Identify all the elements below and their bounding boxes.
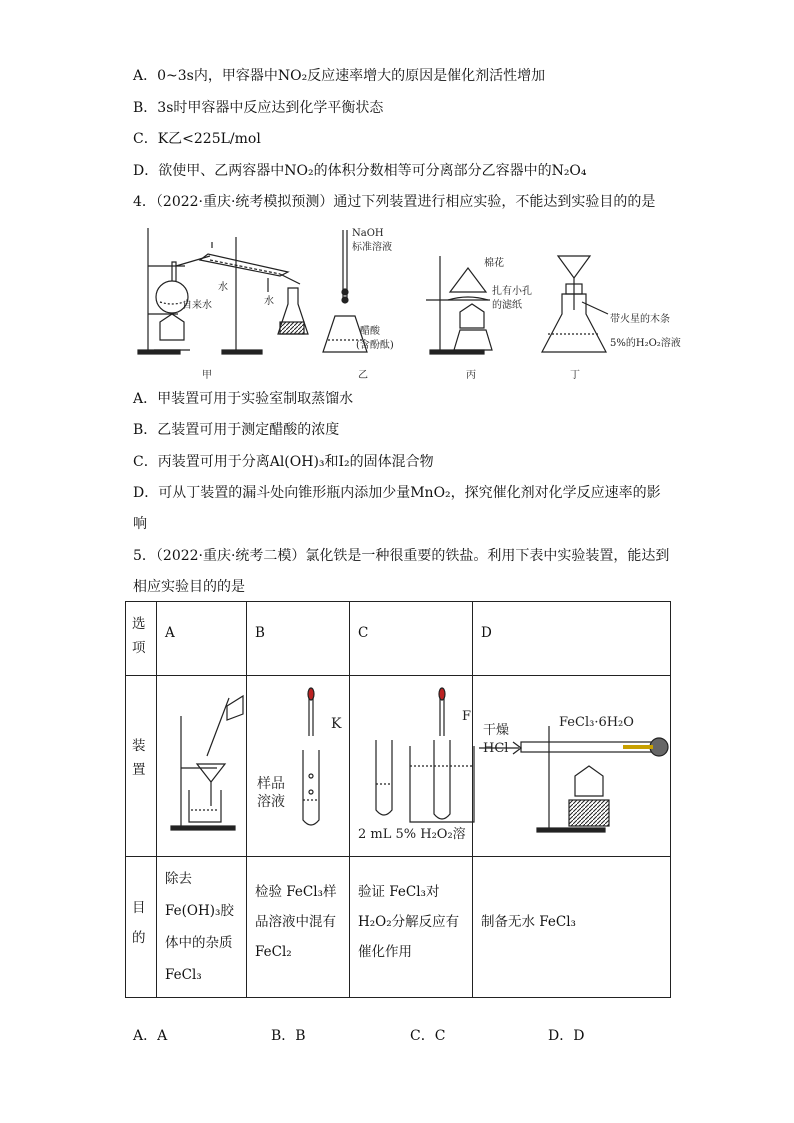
fig-b-reagent-label: K <box>331 716 342 732</box>
row-apparatus-label: 装置 <box>132 738 146 778</box>
choice-a: A．A <box>133 1028 168 1044</box>
purpose-a-line4: FeCl₃ <box>165 967 202 983</box>
q4-option-d-line1: D．可从丁装置的漏斗处向锥形瓶内添加少量MnO₂，探究催化剂对化学反应速率的影 <box>133 485 661 501</box>
q5-table <box>125 601 671 998</box>
fig-c-solution-label: 2 mL 5% H₂O₂溶 <box>358 827 466 842</box>
fig-jia-label: 甲 <box>202 370 212 381</box>
fig-water-in-label: 水 <box>218 282 228 293</box>
fig-c-tubes <box>350 676 472 852</box>
fig-b-sample1-label: 样品 <box>257 776 285 792</box>
purpose-b-line2: 品溶液中混有 <box>255 914 336 930</box>
choice-b: B．B <box>271 1028 306 1044</box>
fig-d-dry1-label: 干燥 <box>483 723 510 738</box>
fig-acetic-label: 醋酸 <box>360 326 380 337</box>
fig-cotton-label: 棉花 <box>484 258 504 269</box>
fig-c-reagent-label: F <box>462 709 472 724</box>
purpose-a-line2: Fe(OH)₃胶 <box>165 903 234 919</box>
fig-d-compound-label: FeCl₃·6H₂O <box>559 715 634 730</box>
fig-a-filtration <box>157 676 246 852</box>
q4-stem: 4．（2022·重庆·统考模拟预测）通过下列装置进行相应实验，不能达到实验目的的是 <box>133 194 656 210</box>
fig-b-sample2-label: 溶液 <box>257 794 285 810</box>
purpose-a-line3: 体中的杂质 <box>165 935 233 951</box>
q4-apparatus-figure <box>130 222 681 382</box>
purpose-d-line1: 制备无水 FeCl₃ <box>481 914 576 930</box>
q3-option-d: D．欲使甲、乙两容器中NO₂的体积分数相等可分离部分乙容器中的N₂O₄ <box>133 163 587 179</box>
fig-splint-label: 带火星的木条 <box>610 314 670 325</box>
choice-d: D．D <box>548 1028 585 1044</box>
purpose-c-line3: 催化作用 <box>358 944 412 960</box>
fig-phenol-label: (含酚酞) <box>356 340 394 351</box>
header-a: A <box>165 625 175 641</box>
header-c: C <box>358 625 369 641</box>
fig-d-heating-tube <box>473 676 670 852</box>
header-d: D <box>481 625 492 641</box>
fig-std-solution-label: 标准溶液 <box>352 242 392 253</box>
fig-water-out-label: 水 <box>264 296 274 307</box>
row-purpose-label: 目的 <box>132 900 146 946</box>
purpose-b-line1: 检验 FeCl₃样 <box>255 884 337 900</box>
fig-d-dry2-label: HCl <box>483 741 509 756</box>
fig-ding-label: 丁 <box>570 370 580 381</box>
fig-yi-label: 乙 <box>358 370 368 381</box>
purpose-c-line2: H₂O₂分解反应有 <box>358 914 460 930</box>
fig-h2o2-label: 5%的H₂O₂溶液 <box>610 338 681 349</box>
q4-option-d-line2: 响 <box>133 516 147 532</box>
q5-stem-line1: 5．（2022·重庆·统考二模）氯化铁是一种很重要的铁盐。利用下表中实验装置，能达到 <box>133 548 670 564</box>
fig-tap-water-label: 自来水 <box>182 300 212 311</box>
q4-option-c: C．丙装置可用于分离Al(OH)₃和I₂的固体混合物 <box>133 454 434 470</box>
q5-stem-line2: 相应实验目的的是 <box>133 579 245 595</box>
q4-option-b: B．乙装置可用于测定醋酸的浓度 <box>133 422 340 438</box>
choice-c: C．C <box>410 1028 446 1044</box>
fig-bing-label: 丙 <box>466 370 476 381</box>
purpose-c-line1: 验证 FeCl₃对 <box>358 884 440 900</box>
q3-option-a: A．0~3s内，甲容器中NO₂反应速率增大的原因是催化剂活性增加 <box>133 68 546 84</box>
q3-option-c: C．K乙<225L/mol <box>133 131 261 147</box>
purpose-b-line3: FeCl₂ <box>255 944 292 960</box>
fig-filter2-label: 的滤纸 <box>492 300 522 311</box>
fig-b-test-tube <box>247 676 349 852</box>
q4-option-a: A．甲装置可用于实验室制取蒸馏水 <box>133 391 354 407</box>
q3-option-b: B．3s时甲容器中反应达到化学平衡状态 <box>133 100 384 116</box>
header-b: B <box>255 625 265 641</box>
header-option-label: 选项 <box>132 616 146 656</box>
fig-filter1-label: 扎有小孔 <box>492 286 532 297</box>
purpose-a-line1: 除去 <box>165 871 192 887</box>
fig-naoh-label: NaOH <box>352 228 384 239</box>
